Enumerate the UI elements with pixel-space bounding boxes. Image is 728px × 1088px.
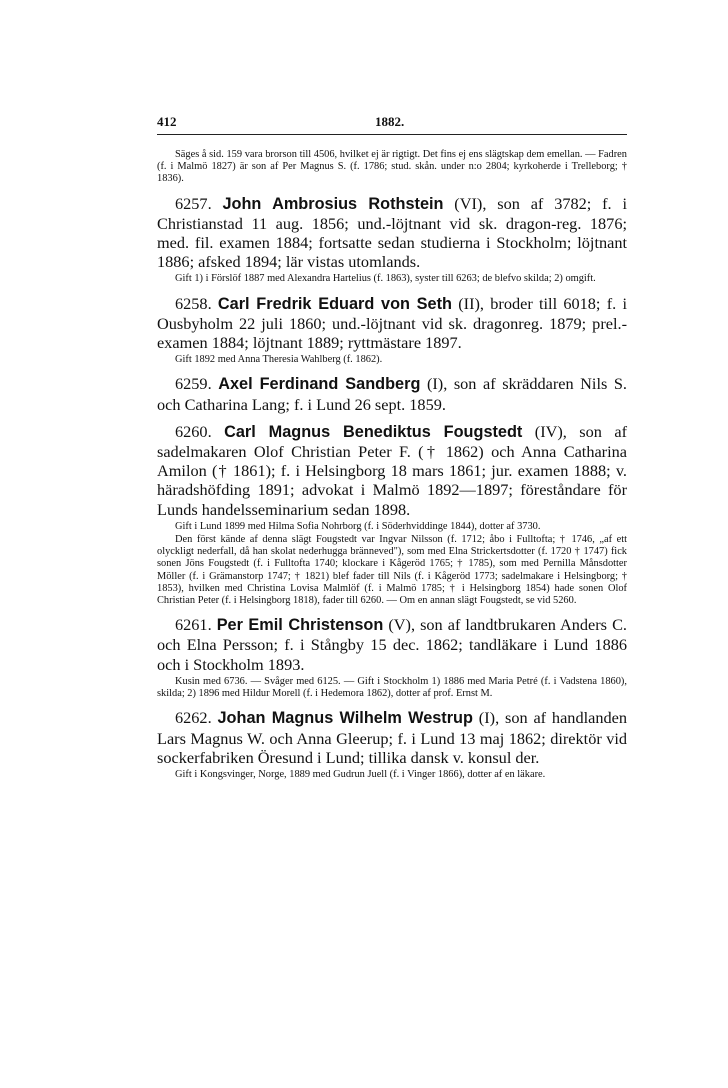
entry-note: Gift i Kongsvinger, Norge, 1889 med Gudrun Juell (f. i Vinger 1866), dotter af en läkare. [175,768,546,780]
entry-text: (VI), son af 3782; f. i Christianstad 11 aug. 1856; und.-löjtnant vid sk. dragon-reg. 1876; med. fil. examen 1884; fortsatte sedan studierna i Stockholm; löjtnant 1886; afsked 1894; lär vistas utomlands. [157,193,627,272]
entry-name: John Ambrosius Rothstein [222,194,444,213]
entry-6260 [157,422,627,519]
year-heading: 1882. [375,114,405,129]
entry-6259 [157,374,627,413]
entry-number: 6261. [175,615,212,635]
book-page [157,112,627,781]
entry-number: 6257. [175,193,212,213]
entry-number: 6262. [175,708,212,728]
entry-note: Gift i Lund 1899 med Hilma Sofia Nohrborg (f. i Söderhviddinge 1844), dotter af 3730. [175,520,541,532]
entry-name: Johan Magnus Wilhelm Westrup [217,709,473,728]
entry-number: 6259. [175,374,212,394]
entry-number: 6258. [175,293,212,313]
entry-6258 [157,294,627,353]
entry-6261 [157,615,627,674]
entry-note: Gift 1892 med Anna Theresia Wahlberg (f. 1862). [175,354,383,366]
entry-text: (I), son af skräddaren Nils S. och Catharina Lang; f. i Lund 26 sept. 1859. [157,374,627,414]
entry-name: Carl Magnus Benediktus Fougstedt [224,422,523,441]
entry-text: (IV), son af sadelmakaren Olof Christian Peter F. († 1862) och Anna Catharina Amilon († 1861); f. i Helsingborg 18 mars 1861; jur. examen 1888; v. häradshöfding 1891; advokat i Malmö 1892—1897; föreståndare för Lunds handelsseminarium sedan 1898. [157,421,627,519]
entry-number: 6260. [175,421,212,441]
entry-name: Per Emil Christenson [216,616,384,635]
entry-note-genealogy: Den först kände af denna slägt Fougstedt var Ingvar Nilsson (f. 1712; åbo i Fulltofta; † 1746, „af ett olyckligt nederfall, då han skolat nederhugga bränneved"), som med Elna Strickertsdotter (f. 1720 † 1747) fick sonen Jöns Fougstedt (f. i Fulltofta 1740; klockare i Kågeröd 1765; † 1785), som med Pernilla Månsdotter Möller (f. i Grämanstorp 1747; † 1821) blef fader till Nils (f. i Kågeröd 1773; sadelmakare i Helsingborg; † 1853), hvilken med Christina Lovisa Malmlöf (f. i Malmö 1785; † i Helsingborg 1854) hade sonen Olof Christian Peter (f. i Helsingborg 1818), fader till 6260. — Om en annan slägt Fougstedt, se vid 5260. [157,534,627,607]
page-number: 412 [157,114,177,129]
entry-note: Kusin med 6736. — Svåger med 6125. — Gift i Stockholm 1) 1886 med Maria Petré (f. i Vadstena 1860), skilda; 2) 1896 med Hildur Morell (f. i Hedemora 1862), dotter af prof. Ernst M. [157,675,627,700]
entry-text: (V), son af landtbrukaren Anders C. och Elna Persson; f. i Stångby 15 dec. 1862; tandläkare i Lund 1886 och i Stockholm 1893. [157,615,627,674]
page-header [157,112,627,135]
entry-name: Axel Ferdinand Sandberg [218,375,421,394]
entry-text: (II), broder till 6018; f. i Ousbyholm 22 juli 1860; und.-löjtnant vid sk. dragonreg. 1879; prel.-examen 1884; löjtnant 1889; ryttmästare 1897. [157,293,627,353]
entry-6262 [157,708,627,767]
entry-text: (I), son af handlanden Lars Magnus W. och Anna Gleerup; f. i Lund 13 maj 1862; direktör vid sockerfabriken Öresund i Lund; tillika dansk v. konsul der. [157,708,627,767]
entry-6257 [157,194,627,272]
previous-entry-note: Säges å sid. 159 vara brorson till 4506, hvilket ej är rigtigt. Det fins ej ens slägtskap dem emellan. — Fadren (f. i Malmö 1827) är son af Per Magnus S. (f. 1786; stud. skån. under n:o 2804; kyrkoherde i Trelleborg; † 1836). [157,149,627,185]
entry-note: Gift 1) i Förslöf 1887 med Alexandra Hartelius (f. 1863), syster till 6263; de blefvo skilda; 2) omgift. [175,273,596,285]
entry-name: Carl Fredrik Eduard von Seth [217,294,452,313]
